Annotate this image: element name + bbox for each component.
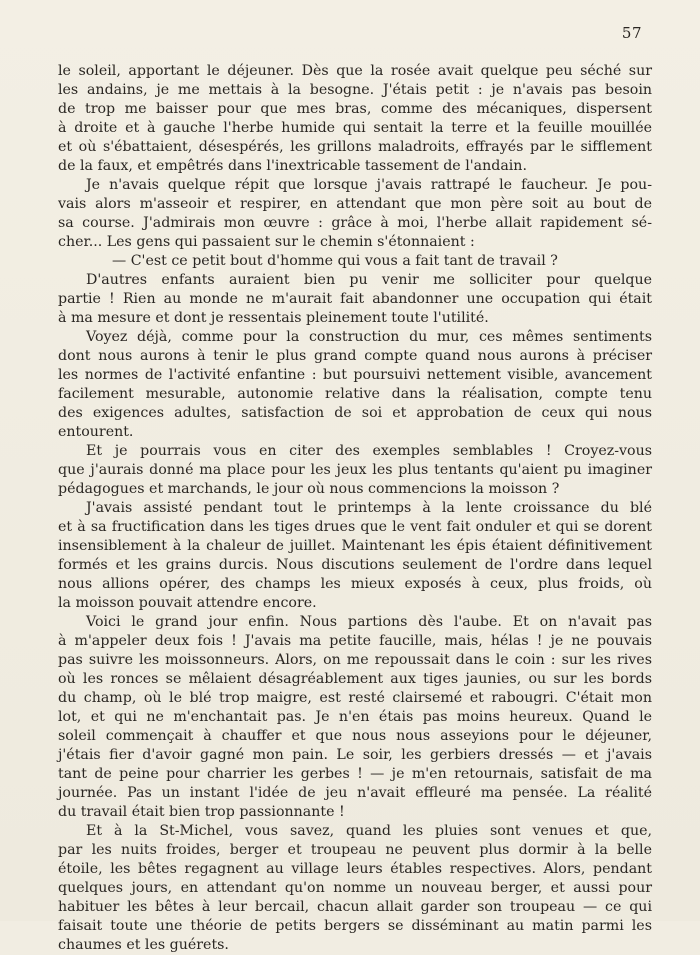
text-line: pas suivre les moissonneurs. Alors, on me repoussait dans le coin : sur les rives: [58, 652, 652, 668]
text-line: la moisson pouvait attendre encore.: [58, 595, 317, 611]
text-line: et où s'ébattaient, désespérés, les grillons maladroits, effrayés par le sifflement: [58, 139, 652, 155]
paragraph: [58, 613, 652, 822]
text-line: pédagogues et marchands, le jour où nous commencions la moisson ?: [58, 481, 560, 497]
text-line: Et à la St-Michel, vous savez, quand les pluies sont venues et que,: [86, 823, 652, 839]
text-line: les normes de l'activité enfantine : but poursuivi nettement visible, avancement: [58, 367, 652, 383]
paragraph: [58, 176, 652, 252]
text-line: Voici le grand jour enfin. Nous partions dès l'aube. Et on n'avait pas: [86, 614, 652, 630]
text-line: tant de peine pour charrier les gerbes ! — je m'en retournais, satisfait de ma: [58, 766, 652, 782]
text-line: étoile, les bêtes regagnent au village leurs étables respectives. Alors, pendant: [58, 861, 652, 877]
text-line: à ma mesure et dont je ressentais pleinement toute l'utilité.: [58, 310, 489, 326]
text-line: les andains, je me mettais à la besogne. J'étais petit : je n'avais pas besoin: [58, 82, 652, 98]
text-line: cher... Les gens qui passaient sur le chemin s'étonnaient :: [58, 234, 475, 250]
text-line: — C'est ce petit bout d'homme qui vous a fait tant de travail ?: [112, 253, 558, 269]
text-line: soleil commençait à chauffer et que nous nous asseyions pour le déjeuner,: [58, 728, 652, 744]
paragraph: [58, 271, 652, 328]
paragraph: [58, 62, 652, 176]
text-line: du travail était bien trop passionnante !: [58, 804, 345, 820]
text-line: quelques jours, en attendant qu'on nomme un nouveau berger, et aussi pour: [58, 880, 652, 896]
text-line: insensiblement à la chaleur de juillet. Maintenant les épis étaient définitivement: [58, 538, 652, 554]
paragraph: [58, 328, 652, 442]
text-line: chaumes et les guérets.: [58, 937, 229, 953]
text-line: par les nuits froides, berger et troupeau ne peuvent plus dormir à la belle: [58, 842, 652, 858]
text-line: que j'aurais donné ma place pour les jeux les plus tentants qu'aient pu imaginer: [58, 462, 652, 478]
text-line: habituer les bêtes à leur bercail, chacun allait garder son troupeau — ce qui: [58, 899, 652, 915]
text-line: du champ, où le blé trop maigre, est resté clairsemé et rabougri. C'était mon: [58, 690, 652, 706]
text-line: et à sa fructification dans les tiges drues que le vent fait onduler et qui se dorent: [58, 519, 652, 535]
text-line: partie ! Rien au monde ne m'aurait fait abandonner une occupation qui était: [58, 291, 652, 307]
text-line: Je n'avais quelque répit que lorsque j'avais rattrapé le faucheur. Je pou-: [86, 177, 652, 193]
text-line: D'autres enfants auraient bien pu venir me solliciter pour quelque: [86, 272, 652, 288]
text-line: des exigences adultes, satisfaction de soi et approbation de ceux qui nous: [58, 405, 652, 421]
text-line: où les ronces se mêlaient désagréablement aux tiges jaunies, ou sur les bords: [58, 671, 652, 687]
text-line: nous allions opérer, des champs les mieux exposés à ceux, plus froids, où: [58, 576, 652, 592]
paragraph: [58, 442, 652, 499]
text-line: entourent.: [58, 424, 134, 440]
text-line: dont nous aurons à tenir le plus grand compte quand nous aurons à préciser: [58, 348, 652, 364]
text-line: facilement mesurable, autonomie relative dans la réalisation, compte tenu: [58, 386, 652, 402]
text-line: journée. Pas un instant l'idée de jeu n'avait effleuré ma pensée. La réalité: [58, 785, 652, 801]
text-line: Et je pourrais vous en citer des exemples semblables ! Croyez-vous: [86, 443, 652, 459]
paragraph: [58, 822, 652, 955]
text-line: le soleil, apportant le déjeuner. Dès que la rosée avait quelque peu séché sur: [58, 63, 652, 79]
page-body: [58, 62, 652, 955]
text-line: sa course. J'admirais mon œuvre : grâce à moi, l'herbe allait rapidement sé-: [58, 215, 652, 231]
text-line: à m'appeler deux fois ! J'avais ma petite faucille, mais, hélas ! je ne pouvais: [58, 633, 652, 649]
page-number: 57: [621, 24, 642, 42]
text-line: j'étais fier d'avoir gagné mon pain. Le soir, les gerbiers dressés — et j'avais: [58, 747, 652, 763]
text-line: lot, et qui ne m'enchantait pas. Je n'en étais pas moins heureux. Quand le: [58, 709, 652, 725]
text-line: vais alors m'asseoir et respirer, en attendant que mon père soit au bout de: [58, 196, 652, 212]
paragraph: [58, 252, 652, 271]
text-line: de la faux, et empêtrés dans l'inextricable tassement de l'andain.: [58, 158, 527, 174]
text-line: à droite et à gauche l'herbe humide qui sentait la terre et la feuille mouillée: [58, 120, 652, 136]
text-line: formés et les grains durcis. Nous discutions seulement de l'ordre dans lequel: [58, 557, 652, 573]
paragraph: [58, 499, 652, 613]
text-line: J'avais assisté pendant tout le printemps à la lente croissance du blé: [86, 500, 652, 516]
text-line: Voyez déjà, comme pour la construction du mur, ces mêmes sentiments: [86, 329, 652, 345]
text-line: de trop me baisser pour que mes bras, comme des mécaniques, dispersent: [58, 101, 652, 117]
text-line: faisait toute une théorie de petits bergers se disséminant au matin parmi les: [58, 918, 652, 934]
